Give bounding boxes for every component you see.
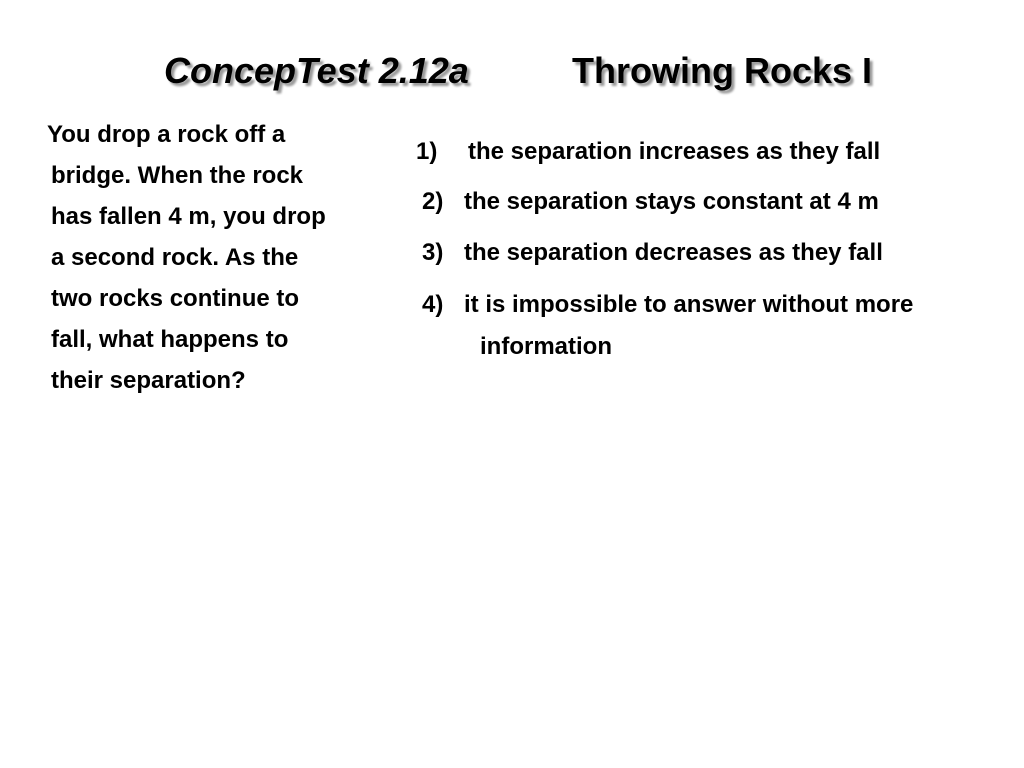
answer-option-4: [422, 284, 913, 368]
question-line: their separation?: [51, 367, 246, 394]
question-line: has fallen 4 m, you drop: [51, 203, 326, 230]
question-line: You drop a rock off a: [47, 121, 286, 148]
answer-number: 3): [422, 239, 444, 266]
answer-option-1: [416, 132, 880, 172]
question-line: two rocks continue to: [51, 285, 300, 312]
answer-number: 4): [422, 291, 444, 318]
question-line: fall, what happens to: [51, 326, 289, 353]
question-line: bridge. When the rock: [51, 162, 304, 189]
slide-title: [0, 48, 1024, 98]
answer-text: the separation decreases as they fall: [464, 239, 883, 266]
title-code: ConcepTest 2.12a: [164, 50, 469, 91]
answer-text: it is impossible to answer without more: [464, 291, 914, 318]
answer-text: the separation stays constant at 4 m: [464, 188, 879, 215]
answer-text: the separation increases as they fall: [468, 138, 881, 165]
answer-text-continuation: information: [480, 333, 612, 360]
answer-number: 1): [416, 138, 438, 165]
answer-option-2: [422, 182, 879, 222]
question-text: [38, 114, 398, 401]
title-name: Throwing Rocks I: [572, 50, 873, 91]
answer-number: 2): [422, 188, 444, 215]
answer-option-3: [422, 233, 883, 273]
question-line: a second rock. As the: [51, 244, 299, 271]
